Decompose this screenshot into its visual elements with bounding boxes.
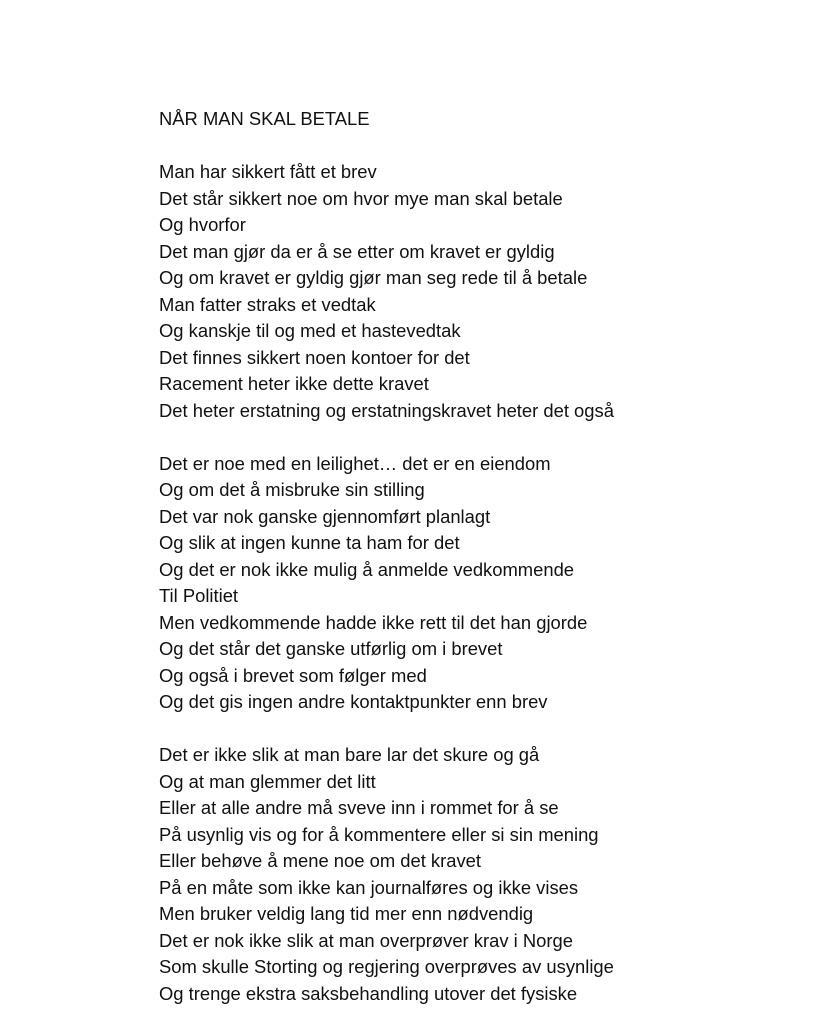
text-line: På usynlig vis og for å kommentere eller si sin mening [159,823,599,845]
text-line: Man fatter straks et vedtak [159,293,376,315]
text-line: Og det står det ganske utførlig om i brevet [159,638,503,659]
text-line: Og slik at ingen kunne ta ham for det [159,532,460,553]
text-line: Man har sikkert fått et brev [159,161,377,182]
text-line: Det står sikkert noe om hvor mye man skal betale [159,187,563,209]
poem-text-block [159,106,779,1007]
text-line: Og kanskje til og med et hastevedtak [159,320,461,341]
text-line: Det var nok ganske gjennomført planlagt [159,505,491,527]
text-line: På en måte som ikke kan journalføres og ikke vises [159,876,579,898]
text-line: Det heter erstatning og erstatningskravet heter det også [159,399,614,421]
text-line: Og det gis ingen andre kontaktpunkter enn brev [159,691,548,712]
text-line: Eller at alle andre må sveve inn i rommet for å se [159,797,559,818]
stanza-1 [159,159,779,424]
text-line: Eller behøve å mene noe om det kravet [159,850,482,871]
text-line: Til Politiet [159,585,239,606]
text-line: Racement heter ikke dette kravet [159,373,429,394]
text-line: Men vedkommende hadde ikke rett til det han gjorde [159,611,588,633]
text-line: Men bruker veldig lang tid mer enn nødvendig [159,903,534,924]
text-line: Det er noe med en leilighet… det er en eiendom [159,452,551,474]
text-line: Det man gjør da er å se etter om kravet er gyldig [159,240,555,262]
text-line: Som skulle Storting og regjering overprøves av usynlige [159,956,614,977]
text-line: Det er nok ikke slik at man overprøver krav i Norge [159,929,573,951]
text-line: Og trenge ekstra saksbehandling utover det fysiske [159,982,578,1004]
text-line: Og at man glemmer det litt [159,770,376,792]
text-line: Og om det å misbruke sin stilling [159,479,425,500]
text-line: Og om kravet er gyldig gjør man seg rede til å betale [159,267,588,288]
text-line: Det er ikke slik at man bare lar det skure og gå [159,744,540,765]
text-line: Det finnes sikkert noen kontoer for det [159,346,470,368]
text-line: Og det er nok ikke mulig å anmelde vedkommende [159,558,575,580]
stanza-2 [159,451,779,716]
text-line: Og også i brevet som følger med [159,664,427,686]
text-line: Og hvorfor [159,214,246,235]
document-title: NÅR MAN SKAL BETALE [159,108,370,129]
stanza-3 [159,742,779,1007]
